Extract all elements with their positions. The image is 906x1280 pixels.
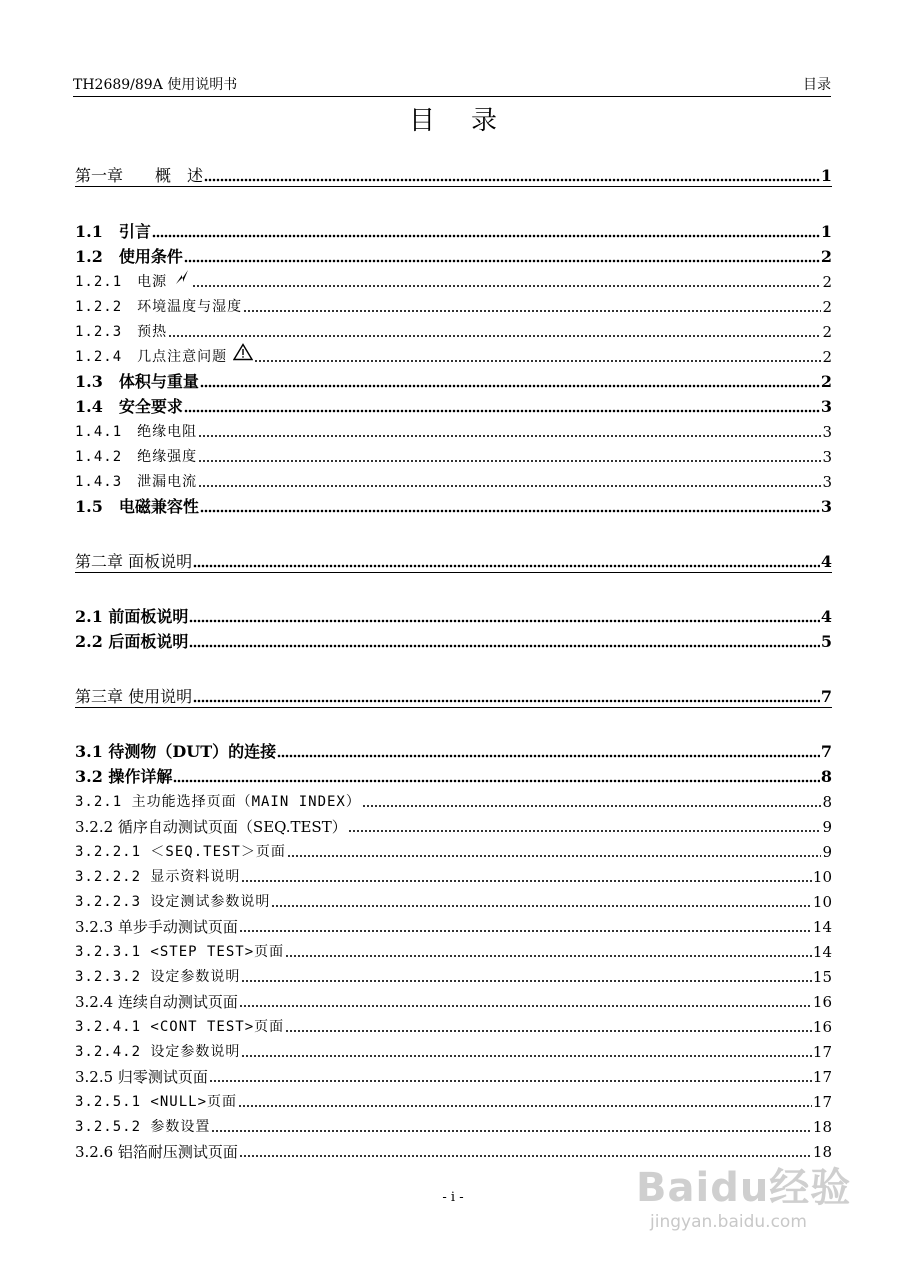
watermark-url: jingyan.baidu.com [650,1212,807,1232]
toc-entry[interactable] [75,740,832,762]
toc-page-number: 8 [822,793,832,811]
baidu-watermark [636,1165,866,1245]
toc-entry-label: 3.2.1 主功能选择页面（MAIN INDEX） [75,794,361,810]
toc-page-number: 14 [812,943,832,961]
toc-leader-dots [152,225,820,238]
toc-leader-dots [209,1070,812,1083]
page-number-footer: - i - [442,1190,464,1205]
toc-entry[interactable] [75,1115,832,1137]
toc-entry[interactable] [75,445,832,467]
toc-leader-dots [189,635,819,648]
toc-page-number: 4 [820,552,832,571]
toc-page-number: 9 [822,818,832,836]
toc-entry[interactable] [75,965,832,987]
toc-leader-dots [198,450,821,463]
toc-page-number: 1 [820,166,832,185]
toc-page-number: 5 [820,632,832,651]
toc-entry-label: 3.2 操作详解 [75,767,173,786]
toc-entry[interactable] [75,630,832,652]
toc-leader-dots [254,350,821,363]
toc-entry[interactable] [75,990,832,1012]
toc-leader-dots [239,1145,812,1158]
toc-leader-dots [198,475,821,488]
toc-page-number: 9 [822,843,832,861]
warning-triangle-icon [233,343,253,367]
toc-page-number: 17 [812,1068,832,1086]
toc-leader-dots [200,375,820,388]
toc-page-number: 3 [822,473,832,491]
toc-entry-label: 3.2.4.2 设定参数说明 [75,1044,241,1060]
toc-entry-label: 3.2.4 连续自动测试页面 [75,993,238,1011]
toc-entry-label: 1.3 体积与重量 [75,372,199,391]
toc-entry[interactable] [75,815,832,837]
toc-entry-label: 2.2 后面板说明 [75,632,189,651]
toc-page-number: 8 [820,767,832,786]
toc-page-number: 2 [822,273,832,291]
toc-leader-dots [348,820,822,833]
toc-page-number: 17 [812,1043,832,1061]
toc-entry[interactable] [75,840,832,862]
toc-entry-label: 1.2.4 几点注意问题 [75,349,228,365]
toc-entry[interactable] [75,320,832,342]
toc-entry-label: 3.2.2 循序自动测试页面（SEQ.TEST） [75,818,347,836]
toc-entry-label: 3.2.2.2 显示资料说明 [75,869,241,885]
toc-leader-dots [285,1020,812,1033]
toc-leader-dots [241,870,811,883]
toc-entry[interactable] [75,470,832,492]
toc-entry[interactable] [75,395,832,417]
toc-entry-label: 3.2.2.3 设定测试参数说明 [75,894,271,910]
toc-entry-label: 1.2 使用条件 [75,247,183,266]
toc-entry[interactable] [75,1090,832,1112]
toc-leader-dots [211,1120,811,1133]
toc-page-number: 17 [812,1093,832,1111]
toc-page-number: 3 [822,448,832,466]
toc-entry-label: 3.2.3.1 <STEP TEST>页面 [75,944,285,960]
toc-leader-dots [192,275,821,288]
toc-page-number: 3 [822,423,832,441]
toc-page-number: 2 [820,372,832,391]
toc-leader-dots [168,325,821,338]
toc-entry-label: 3.2.4.1 <CONT TEST>页面 [75,1019,285,1035]
toc-leader-dots [184,400,820,413]
toc-entry[interactable] [75,345,832,367]
toc-leader-dots [189,610,819,623]
toc-entry-label: 3.2.6 铝箔耐压测试页面 [75,1143,238,1161]
toc-entry-label: 1.2.1 电源 [75,274,168,290]
toc-page-number: 15 [812,968,832,986]
toc-entry[interactable] [75,245,832,267]
toc-page-number: 4 [820,607,832,626]
toc-entry-label: 1.4.2 绝缘强度 [75,449,198,465]
toc-leader-dots [184,250,820,263]
toc-page-number: 3 [820,497,832,516]
toc-entry[interactable] [75,605,832,627]
toc-entry-label: 1.4.3 泄漏电流 [75,474,198,490]
toc-entry-label: 1.4 安全要求 [75,397,183,416]
toc-chapter-entry[interactable] [75,685,832,708]
toc-page-number: 1 [820,222,832,241]
toc-entry-label: 第三章 使用说明 [75,687,193,706]
toc-page-number: 14 [812,918,832,936]
toc-entry[interactable] [75,495,832,517]
header-document-title: TH2689/89A 使用说明书 [73,77,238,93]
toc-entry-label: 1.2.2 环境温度与湿度 [75,299,243,315]
toc-chapter-entry[interactable] [75,164,832,187]
toc-page-number: 3 [820,397,832,416]
toc-entry-label: 2.1 前面板说明 [75,607,189,626]
toc-entry[interactable] [75,1065,832,1087]
toc-entry-label: 1.2.3 预热 [75,324,168,340]
toc-leader-dots [241,1045,811,1058]
toc-entry-label: 3.2.5.1 <NULL>页面 [75,1094,238,1110]
toc-entry[interactable] [75,220,832,242]
toc-page-number: 18 [812,1143,832,1161]
toc-page-number: 16 [812,1018,832,1036]
toc-leader-dots [193,690,820,703]
toc-entry[interactable] [75,295,832,317]
toc-page-number: 10 [812,868,832,886]
toc-page-number: 7 [820,742,832,761]
toc-entry-label: 3.1 待测物（DUT）的连接 [75,742,277,761]
toc-entry-label: 第二章 面板说明 [75,552,193,571]
toc-entry[interactable] [75,915,832,937]
toc-entry-label: 3.2.3.2 设定参数说明 [75,969,241,985]
toc-entry-label: 1.1 引言 [75,222,151,241]
toc-entry[interactable] [75,420,832,442]
watermark-logo: Baidu经验 [636,1165,852,1211]
toc-entry-label: 3.2.5.2 参数设置 [75,1119,211,1135]
toc-leader-dots [200,500,820,513]
toc-leader-dots [204,169,820,182]
toc-page-number: 16 [812,993,832,1011]
power-lightning-icon [173,268,191,292]
toc-entry[interactable] [75,1140,832,1162]
toc-entry-label: 1.5 电磁兼容性 [75,497,199,516]
toc-leader-dots [173,770,819,783]
toc-page-number: 2 [822,348,832,366]
toc-leader-dots [243,300,821,313]
page-title: 目录 [408,106,533,136]
toc-entry[interactable] [75,270,832,292]
toc-page-number: 7 [820,687,832,706]
toc-entry[interactable] [75,890,832,912]
toc-leader-dots [277,745,820,758]
toc-entry-label: 1.4.1 绝缘电阻 [75,424,198,440]
toc-page-number: 18 [812,1118,832,1136]
toc-entry[interactable] [75,940,832,962]
toc-leader-dots [239,920,812,933]
toc-entry-label: 3.2.3 单步手动测试页面 [75,918,238,936]
toc-entry-label: 3.2.2.1 ＜SEQ.TEST＞页面 [75,844,286,860]
toc-entry[interactable] [75,370,832,392]
toc-entry[interactable] [75,865,832,887]
toc-entry[interactable] [75,765,832,787]
toc-leader-dots [239,995,812,1008]
toc-page-number: 2 [820,247,832,266]
page-header [73,76,831,97]
toc-chapter-entry[interactable] [75,550,832,573]
toc-entry[interactable] [75,1040,832,1062]
header-section-name: 目录 [803,77,831,93]
toc-entry[interactable] [75,790,832,812]
toc-leader-dots [362,795,822,808]
toc-entry-label: 第一章 概 述 [75,166,204,185]
toc-leader-dots [271,895,811,908]
toc-leader-dots [238,1095,812,1108]
toc-entry-label: 3.2.5 归零测试页面 [75,1068,208,1086]
toc-leader-dots [285,945,812,958]
toc-leader-dots [193,555,820,568]
toc-leader-dots [198,425,821,438]
toc-entry[interactable] [75,1015,832,1037]
toc-page-number: 10 [812,893,832,911]
toc-leader-dots [241,970,811,983]
toc-page-number: 2 [822,323,832,341]
toc-page-number: 2 [822,298,832,316]
toc-leader-dots [287,845,822,858]
